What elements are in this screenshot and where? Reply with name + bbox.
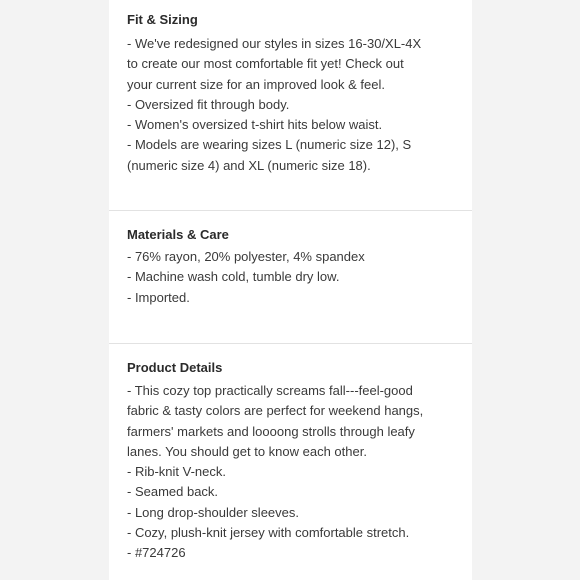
fit-sizing-line: to create our most comfortable fit yet! Check out	[127, 56, 404, 72]
materials-care-line: - 76% rayon, 20% polyester, 4% spandex	[127, 249, 365, 264]
fit-sizing-line: your current size for an improved look & feel.	[127, 76, 385, 92]
fit-sizing-line: (numeric size 4) and XL (numeric size 18).	[127, 157, 371, 173]
fit-sizing-title: Fit & Sizing	[127, 12, 198, 27]
section-divider	[109, 210, 472, 211]
product-details-line: - This cozy top practically screams fall---feel-good	[127, 383, 413, 398]
materials-care-title: Materials & Care	[127, 227, 229, 242]
section-divider	[109, 343, 472, 344]
product-details-line: lanes. You should get to know each other.	[127, 443, 367, 459]
product-details-line: - Seamed back.	[127, 484, 219, 500]
product-details-line: - Rib-knit V-neck.	[127, 464, 226, 480]
product-details-body	[127, 381, 467, 564]
product-info-panel	[109, 0, 472, 580]
materials-care-line: - Imported.	[127, 289, 190, 305]
product-details-line: farmers' markets and loooong strolls through leafy	[127, 423, 415, 439]
fit-sizing-line: - Women's oversized t-shirt hits below waist.	[127, 117, 383, 133]
fit-sizing-line: - Oversized fit through body.	[127, 96, 290, 112]
materials-care-line: - Machine wash cold, tumble dry low.	[127, 269, 340, 285]
fit-sizing-body	[127, 34, 467, 176]
product-details-line: - Cozy, plush-knit jersey with comfortable stretch.	[127, 525, 410, 541]
product-details-line: - #724726	[127, 545, 186, 561]
product-details-title: Product Details	[127, 360, 223, 375]
product-details-line: - Long drop-shoulder sleeves.	[127, 504, 299, 520]
product-details-line: fabric & tasty colors are perfect for weekend hangs,	[127, 403, 424, 419]
fit-sizing-line: - Models are wearing sizes L (numeric size 12), S	[127, 137, 412, 153]
materials-care-body	[127, 247, 467, 308]
fit-sizing-line: - We've redesigned our styles in sizes 16-30/XL-4X	[127, 36, 422, 51]
